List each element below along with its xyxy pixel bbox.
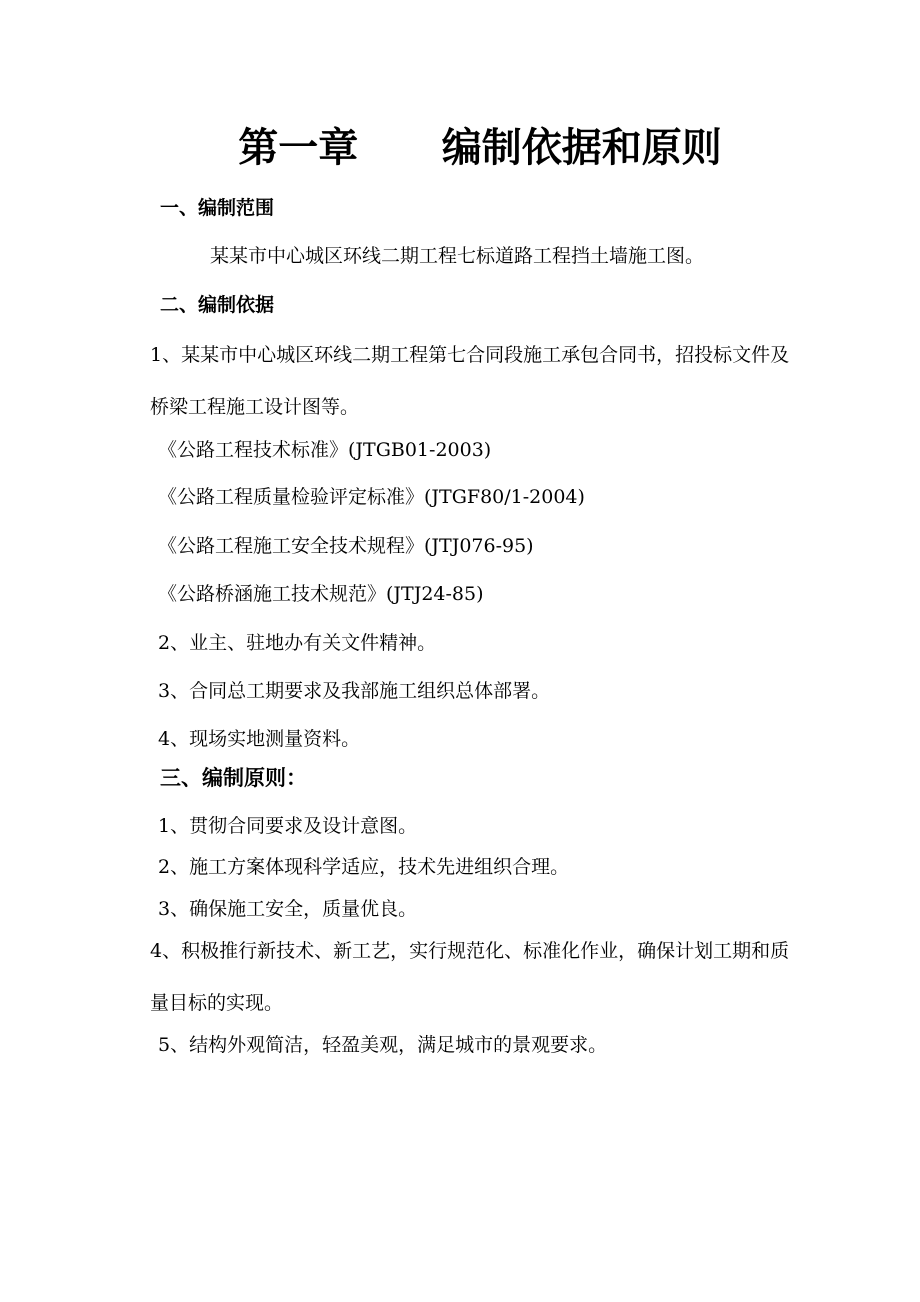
principle-item-3: 3、确保施工安全，质量优良。 bbox=[158, 898, 418, 920]
basis-item-schedule: 3、合同总工期要求及我部施工组织总体部署。 bbox=[158, 680, 551, 702]
section-heading-basis: 二、编制依据 bbox=[160, 294, 275, 316]
principle-item-1: 1、贯彻合同要求及设计意图。 bbox=[158, 815, 418, 837]
basis-standard-bridge: 《公路桥涵施工技术规范》(JTJ24-85) bbox=[158, 583, 484, 605]
basis-item-contract: 1、某某市中心城区环线二期工程第七合同段施工承包合同书，招投标文件及桥梁工程施工设计图等。 bbox=[150, 344, 790, 418]
basis-standard-technical: 《公路工程技术标准》(JTGB01-2003) bbox=[158, 439, 492, 461]
basis-item-survey: 4、现场实地测量资料。 bbox=[158, 728, 361, 750]
chapter-title: 第一章 编制依据和原则 bbox=[238, 125, 722, 171]
section-heading-scope: 一、编制范围 bbox=[160, 197, 275, 219]
basis-standard-safety: 《公路工程施工安全技术规程》(JTJ076-95) bbox=[158, 535, 534, 557]
principle-item-4: 4、积极推行新技术、新工艺，实行规范化、标准化作业，确保计划工期和质量目标的实现。 bbox=[150, 940, 790, 1014]
section-heading-principles: 三、编制原则： bbox=[160, 766, 307, 790]
basis-item-owner: 2、业主、驻地办有关文件精神。 bbox=[158, 632, 437, 654]
principle-item-5: 5、结构外观简洁，轻盈美观，满足城市的景观要求。 bbox=[158, 1034, 608, 1056]
principle-item-2: 2、施工方案体现科学适应，技术先进组织合理。 bbox=[158, 856, 570, 878]
basis-standard-quality: 《公路工程质量检验评定标准》(JTGF80/1-2004) bbox=[158, 486, 585, 508]
scope-paragraph: 某某市中心城区环线二期工程七标道路工程挡土墙施工图。 bbox=[210, 245, 705, 267]
